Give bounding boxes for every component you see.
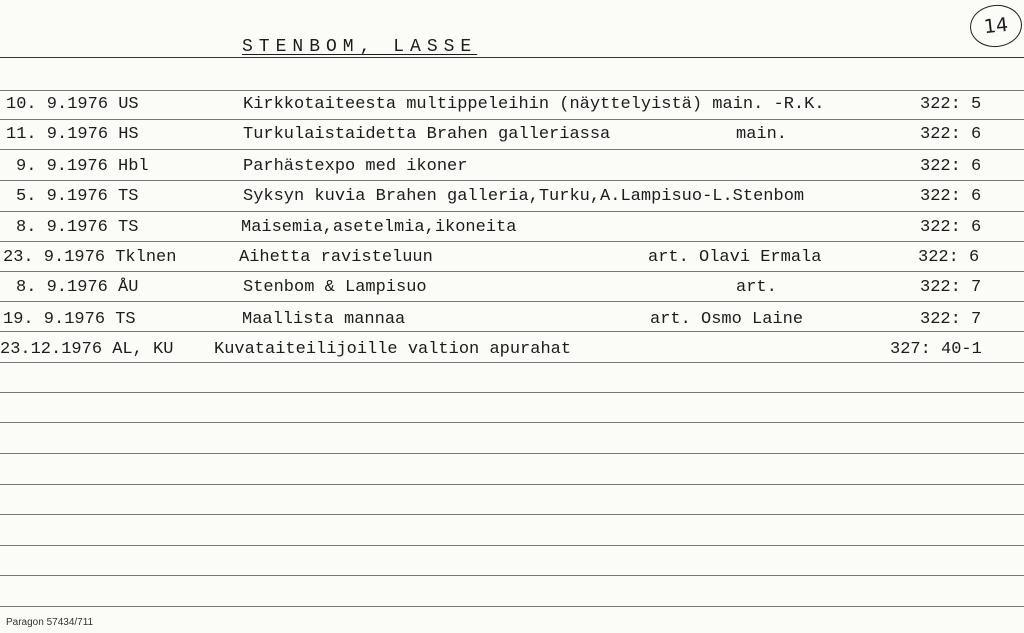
entry-row <box>0 248 1024 276</box>
entry-date-source: 10. 9.1976 US <box>6 95 139 114</box>
entry-row <box>0 95 1024 123</box>
entry-title: Parhästexpo med ikoner <box>243 157 468 176</box>
entry-reference: 322: 6 <box>918 248 980 267</box>
ruled-line <box>0 422 1024 423</box>
ruled-line <box>0 57 1024 58</box>
entry-author: art. Osmo Laine <box>650 310 804 329</box>
entry-reference: 322: 6 <box>920 218 982 237</box>
entry-title: Maallista mannaa <box>242 310 406 329</box>
ruled-line <box>0 392 1024 393</box>
entry-reference: 327: 40-1 <box>890 340 982 359</box>
entry-date-source: 5. 9.1976 TS <box>16 187 139 206</box>
entry-title: Kirkkotaiteesta multippeleihin (näyttelyistä) main. -R.K. <box>243 95 825 114</box>
ruled-line <box>0 545 1024 546</box>
entry-date-source: 9. 9.1976 Hbl <box>16 157 149 176</box>
entry-reference: 322: 5 <box>920 95 982 114</box>
card-header-name: STENBOM, LASSE <box>242 37 478 57</box>
entry-date-source: 8. 9.1976 TS <box>16 218 139 237</box>
entry-row <box>0 125 1024 153</box>
entry-row <box>0 157 1024 185</box>
ruled-line <box>0 90 1024 91</box>
entry-row <box>0 340 1024 368</box>
entry-row <box>0 218 1024 246</box>
entry-reference: 322: 7 <box>920 310 982 329</box>
entry-title: Aihetta ravisteluun <box>239 248 433 267</box>
entry-title: Stenbom & Lampisuo <box>243 278 427 297</box>
ruled-line <box>0 514 1024 515</box>
entry-reference: 322: 6 <box>920 125 982 144</box>
ruled-line <box>0 575 1024 576</box>
ruled-line <box>0 453 1024 454</box>
entry-date-source: 8. 9.1976 ÅU <box>16 278 139 297</box>
entry-date-source: 19. 9.1976 TS <box>3 310 136 329</box>
entry-title: Syksyn kuvia Brahen galleria,Turku,A.Lampisuo-L.Stenbom <box>243 187 805 206</box>
entry-title: Maisemia,asetelmia,ikoneita <box>241 218 517 237</box>
ruled-line <box>0 484 1024 485</box>
page-number-circle: 14 <box>968 2 1024 49</box>
entry-title: Turkulaistaidetta Brahen galleriassa <box>243 125 611 144</box>
entry-title: Kuvataiteilijoille valtion apurahat <box>214 340 572 359</box>
entry-reference: 322: 6 <box>920 157 982 176</box>
entry-reference: 322: 6 <box>920 187 982 206</box>
entry-reference: 322: 7 <box>920 278 982 297</box>
printer-imprint: Paragon 57434/711 <box>6 617 94 628</box>
entry-row <box>0 310 1024 338</box>
entry-date-source: 23. 9.1976 Tklnen <box>3 248 177 267</box>
entry-author: art. Olavi Ermala <box>648 248 822 267</box>
entry-date-source: 11. 9.1976 HS <box>6 125 139 144</box>
entry-author: art. <box>736 278 777 297</box>
entry-row <box>0 187 1024 215</box>
entry-date-source: 23.12.1976 AL, KU <box>0 340 174 359</box>
entry-row <box>0 278 1024 306</box>
entry-author: main. <box>736 125 788 144</box>
ruled-line <box>0 606 1024 607</box>
